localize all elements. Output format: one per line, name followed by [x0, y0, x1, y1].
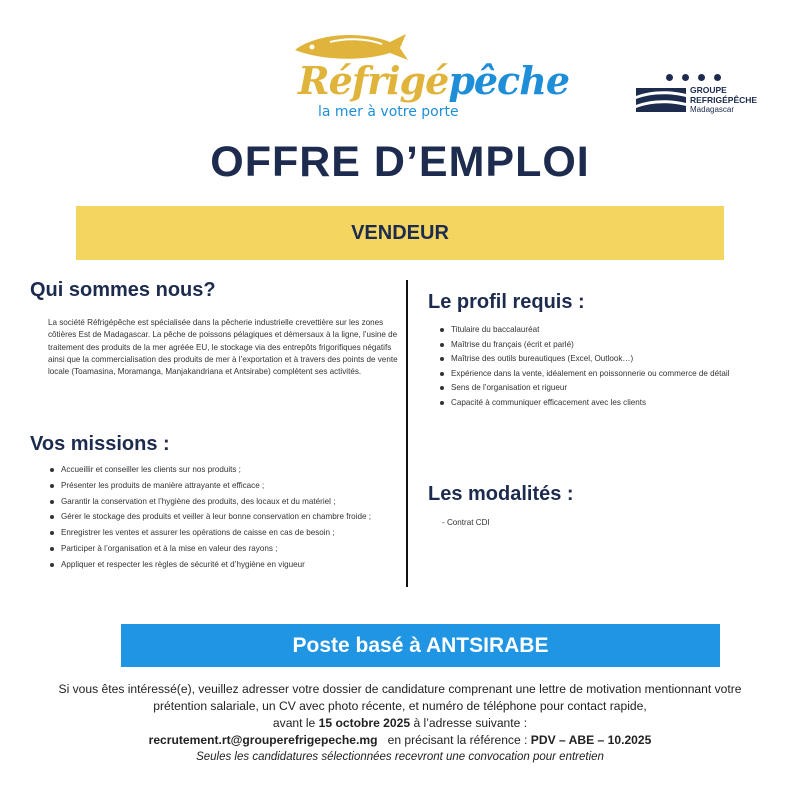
missions-list: [48, 464, 398, 575]
list-item: Appliquer et respecter les règles de sécurité et d’hygiène en vigueur: [48, 559, 398, 571]
logo-tagline: la mer à votre porte: [318, 104, 459, 120]
list-item: Sens de l’organisation et rigueur: [438, 382, 768, 394]
footer-line2: prétention salariale, un CV avec photo récente, et numéro de téléphone pour contact rapide,: [153, 699, 647, 713]
application-instructions: [0, 681, 800, 766]
job-reference: PDV – ABE – 10.2025: [530, 733, 652, 747]
page-title: OFFRE D’EMPLOI: [210, 138, 590, 186]
list-item: Expérience dans la vente, idéalement en poissonnerie ou commerce de détail: [438, 368, 768, 380]
list-item: Gérer le stockage des produits et veiller à leur bonne conservation en chambre froide ;: [48, 511, 398, 523]
waves-icon: [636, 84, 686, 114]
list-item: Maîtrise des outils bureautiques (Excel, Outlook…): [438, 353, 768, 365]
contact-email[interactable]: recrutement.rt@grouperefrigepeche.mg: [148, 733, 378, 747]
list-item: Participer à l’organisation et à la mise en valeur des rayons ;: [48, 543, 398, 555]
position-title: VENDEUR: [351, 221, 449, 244]
about-text: La société Réfrigépêche est spécialisée dans la pêcherie industrielle crevettière sur les zones côtières Est de Madagascar. La pêche de poissons pélagiques et démersaux à la ligne, l’usine de traitement des produits de la mer agréée EU, le stockage via des entrepôts frigorifiques négatifs ainsi que la commercialisation des produits de mer à l’exportation et à travers des points de vente locale (Toamasina, Moramanga, Manjakandriana et Antsirabe) complètent ses activités.: [48, 318, 398, 377]
group-logo-name: GROUPE REFRIGÉPÊCHE: [690, 85, 758, 105]
group-logo: [636, 68, 786, 128]
profil-heading: Le profil requis :: [428, 291, 585, 313]
list-item: Garantir la conservation et l’hygiène des produits, des locaux et du matériel ;: [48, 496, 398, 508]
modalites-heading: Les modalités :: [428, 483, 574, 505]
list-item: Accueillir et conseiller les clients sur nos produits ;: [48, 464, 398, 476]
about-heading: Qui sommes nous?: [30, 279, 216, 301]
footer-line4: recrutement.rt@grouperefrigepeche.mg en précisant la référence : PDV – ABE – 10.2025: [148, 733, 652, 747]
list-item: Enregistrer les ventes et assurer les opérations de caisse en cas de besoin ;: [48, 527, 398, 539]
footer-note: Seules les candidatures sélectionnées recevront une convocation pour entretien: [196, 751, 604, 763]
list-item: Titulaire du baccalauréat: [438, 324, 768, 336]
logo-wordmark: Réfrigépêche: [298, 58, 570, 103]
list-item: Maîtrise du français (écrit et parlé): [438, 339, 768, 351]
refrigepeche-logo: [280, 28, 570, 128]
group-logo-country: Madagascar: [690, 105, 735, 114]
contract-type: - Contrat CDI: [442, 518, 490, 527]
location-text: Poste basé à ANTSIRABE: [292, 633, 549, 657]
column-divider: [406, 280, 408, 587]
footer-line1: Si vous êtes intéressé(e), veuillez adresser votre dossier de candidature comprenant une lettre de motivation mentionnant votre: [58, 682, 742, 696]
missions-heading: Vos missions :: [30, 433, 170, 455]
footer-line3: avant le 15 octobre 2025 à l’adresse suivante :: [272, 716, 528, 730]
location-banner: [121, 624, 720, 667]
deadline-date: 15 octobre 2025: [318, 716, 411, 730]
list-item: Présenter les produits de manière attrayante et efficace ;: [48, 480, 398, 492]
profil-list: [438, 324, 768, 412]
position-banner: [76, 206, 724, 260]
list-item: Capacité à communiquer efficacement avec les clients: [438, 397, 768, 409]
